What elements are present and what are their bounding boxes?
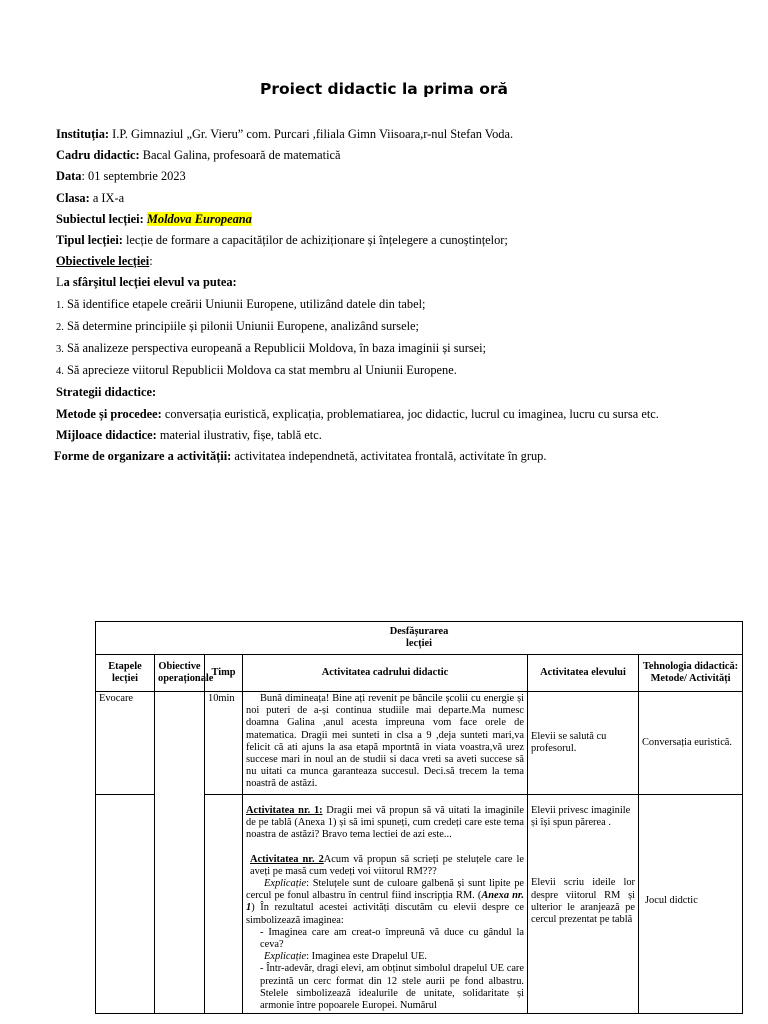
table-caption-line2: lecției	[406, 638, 433, 649]
objective-item	[56, 360, 746, 382]
explanation-text-2: ) În rezultatul acestei activități discutăm cu elevii despre ce simbolizează imaginea:	[246, 902, 524, 926]
explanation-label: Explicație	[264, 878, 307, 890]
column-header: Activitatea elevului	[528, 655, 639, 692]
cadru-activity-cell: Bună dimineața! Bine ați revenit pe băncile școlii cu energie și noi puteri de a-și continua studiile mai departe.Ma numesc doamna Galina ,anul acesta impreuna vom face orele de matematica. Dragii mei sunteti in clsa a 9 ,deja sunteti mari,va felicit că ati ajuns la asa etapă mportntă in viata voastra,vă urez succese mari in noul an de studii si daca vreti sa aveti succese să nu uitati ca munca garanteaza succesul. Deci.să trecem la tema noastră de astăzi.	[243, 692, 528, 795]
table-caption-row	[96, 622, 743, 655]
explanation-1	[246, 878, 524, 927]
document-title: Proiect didactic la prima oră	[260, 80, 508, 98]
forme-label: Forme de organizare a activității:	[54, 449, 232, 464]
objective-text: Să analizeze perspectiva europeană a Republicii Moldova, în baza imaginii și sursei;	[63, 341, 487, 356]
metode-label: Metode și procedee:	[56, 406, 162, 421]
anexa-label: Anexa nr. 1	[246, 890, 524, 914]
objective-text: Să identifice etapele creării Uniunii Europene, utilizând datele din tabel;	[63, 296, 426, 311]
objective-number: 1.	[56, 299, 64, 311]
data-value: : 01 septembrie 2023	[81, 169, 186, 184]
discussion-list	[246, 963, 524, 1012]
mijloace-line	[56, 425, 746, 446]
clasa-value: a IX-a	[89, 190, 125, 205]
sfarsit-first: L	[56, 275, 64, 290]
column-header: Activitatea cadrului didactic	[243, 655, 528, 692]
table-row	[96, 692, 743, 795]
metode-value: conversația euristică, explicația, problematiarea, joc didactic, lucrul cu imaginea, lucru cu sursa etc.	[161, 406, 659, 421]
timp-cell: 10min	[205, 692, 243, 795]
data-line	[56, 166, 746, 187]
metode-cell: Jocul didctic	[639, 795, 743, 1014]
etapa-cell: Evocare	[96, 692, 155, 795]
list-item: - Într-adevăr, dragi elevi, am obținut simbolul drapelul UE care prezintă un cerc format din 12 stele aurii pe fond albastru. Stelele simbolizează idealurile de unitate, solidaritate și armonie între popoarele Europei. Numărul	[260, 963, 524, 1012]
tipul-value: lecție de formare a capacităților de achiziționare și înțelegere a cunoștințelor;	[122, 233, 508, 248]
forme-line	[54, 446, 746, 467]
column-header: Obiective operaționale	[155, 655, 205, 692]
activity-1-label: Activitatea nr. 1:	[246, 805, 323, 816]
elev-activity-cell: Elevii se salută cu profesorul.	[528, 692, 639, 795]
cadru-line	[56, 145, 746, 166]
metode-cell: Conversația euristică.	[639, 692, 743, 795]
tipul-line	[56, 230, 746, 251]
objective-item	[56, 338, 746, 360]
explanation-text: : Steluțele sunt de culoare galbenă și sunt lipite pe cercul pe fonul albastru în centrul fiind inscripția RM. (	[246, 878, 524, 902]
objective-number: 4.	[56, 366, 64, 378]
obiective-line	[56, 251, 746, 272]
discussion-list	[246, 927, 524, 951]
column-header: Tehnologia didactică: Metode/ Activități	[639, 655, 743, 692]
clasa-line	[56, 188, 746, 209]
objective-item	[56, 294, 746, 316]
explanation-text: : Imaginea este Drapelul UE.	[306, 951, 428, 963]
activity-2-text: Acum vă propun să scrieți pe steluțele care le aveți pe masă cum vedeți voi viitorul RM???	[250, 853, 524, 877]
cadru-value: Bacal Galina, profesoară de matematică	[139, 148, 341, 163]
lesson-table	[95, 621, 743, 1014]
metode-line	[56, 404, 746, 425]
column-header: Timp	[205, 655, 243, 692]
objective-item	[56, 316, 746, 338]
strategii-line	[56, 382, 746, 403]
elev-activity-cell	[528, 795, 639, 1014]
obiective-label: Obiectivele lecției	[56, 254, 150, 269]
column-header: Etapele lecției	[96, 655, 155, 692]
elev-activity-1: Elevii privesc imaginile și își spun părerea .	[531, 805, 631, 829]
objective-number: 3.	[56, 344, 64, 356]
explanation-2	[246, 951, 524, 963]
clasa-label: Clasa:	[56, 190, 90, 205]
sfarsit-line	[56, 272, 746, 293]
subiect-line	[56, 209, 746, 230]
institutia-value: I.P. Gimnaziul „Gr. Vieru” com. Purcari ,filiala Gimn Viisoara,r-nul Stefan Voda.	[109, 127, 514, 141]
table-header-row	[96, 655, 743, 692]
objective-text: Să aprecieze viitorul Republicii Moldova ca stat membru al Uniunii Europene.	[63, 363, 457, 378]
tipul-label: Tipul lecției:	[56, 233, 123, 248]
table-caption	[96, 622, 743, 655]
institutia-label: Instituția:	[56, 127, 110, 141]
sfarsit-rest: a sfârșitul lecției elevul va putea:	[63, 275, 237, 290]
activity-1	[246, 805, 524, 842]
cadru-label: Cadru didactic:	[56, 148, 140, 163]
list-item: - Imaginea care am creat-o împreună vă duce cu gândul la ceva?	[260, 927, 524, 951]
explanation-label: Explicație	[264, 951, 307, 963]
mijloace-label: Mijloace didactice:	[56, 427, 157, 442]
activity-1-text: Dragii mei vă propun să vă uitati la imaginile de pe tablă (Anexa 1) și să imi spuneți, cum credeți care este tema noastra de astăzi? Bravo tema lectiei de azi este...	[246, 805, 524, 841]
objective-text: Să determine principiile și pilonii Uniunii Europene, analizând sursele;	[63, 318, 419, 333]
mijloace-value: material ilustrativ, fișe, tablă etc.	[156, 427, 322, 442]
timp-cell	[205, 795, 243, 1014]
obiective-suffix: :	[149, 254, 153, 269]
table-caption-line1: Desfășurarea	[389, 625, 449, 637]
strategii-label: Strategii didactice:	[56, 385, 157, 400]
subiect-value: Moldova Europeana	[146, 211, 252, 226]
forme-value: activitatea independnetă, activitatea frontală, activitate în grup.	[231, 449, 547, 464]
etapa-cell	[96, 795, 155, 1014]
institutia-line	[56, 124, 746, 145]
obiective-cell	[155, 692, 205, 1014]
cadru-activity-cell	[243, 795, 528, 1014]
activity-2	[246, 854, 524, 878]
activity-2-label: Activitatea nr. 2	[250, 853, 324, 865]
elev-activity-2: Elevii scriu ideile lor despre viitorul RM și ulterior le aranjează pe cercul prezentat pe tablă	[531, 877, 635, 926]
data-label: Data	[56, 169, 82, 184]
objective-number: 2.	[56, 321, 64, 333]
subiect-label: Subiectul lecției:	[56, 211, 144, 226]
lesson-info	[56, 124, 746, 467]
